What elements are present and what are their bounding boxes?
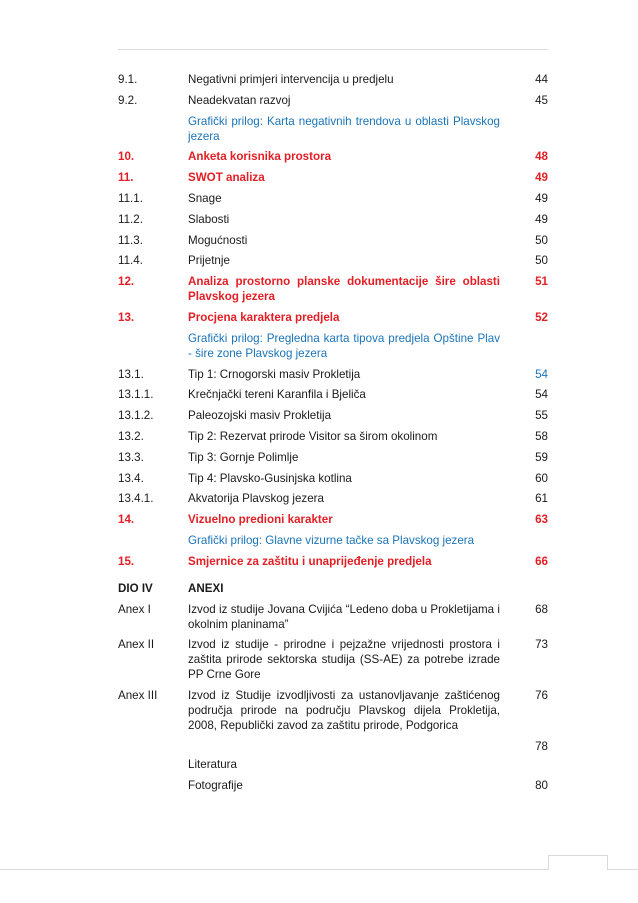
toc-entry-title: Smjernice za zaštitu i unaprijeđenje predjela (188, 554, 432, 568)
toc-entry-number: Anex I (118, 602, 151, 616)
toc-entry[interactable] (118, 310, 548, 325)
toc-entry-number: 13.4.1. (118, 492, 154, 506)
toc-entry[interactable] (118, 93, 548, 108)
toc-entry[interactable] (118, 233, 548, 248)
toc-entry[interactable] (118, 170, 548, 185)
toc-entry-number: 13. (118, 310, 135, 324)
toc-entry-page: 80 (535, 778, 548, 792)
toc-entry[interactable] (118, 581, 548, 596)
toc-entry-number: 13.4. (118, 471, 144, 485)
toc-entry-title: ANEXI (188, 581, 224, 595)
toc-entry[interactable] (118, 491, 548, 506)
toc-entry-number: Anex III (118, 689, 158, 703)
toc-entry-page: 50 (535, 233, 548, 247)
toc-entry-title: Vizuelno predioni karakter (188, 513, 333, 527)
toc-entry-page: 55 (535, 409, 548, 423)
toc-entry-page: 45 (535, 93, 548, 107)
toc-entry-page: 58 (535, 429, 548, 443)
toc-entry-number: 13.1.1. (118, 388, 154, 402)
toc-entry-number: 13.2. (118, 429, 144, 443)
toc-entry-number: 11.4. (118, 254, 143, 268)
toc-entry-number: 13.1.2. (118, 409, 154, 423)
toc-entry-title: SWOT analiza (188, 171, 265, 185)
toc-entry[interactable] (118, 212, 548, 227)
toc-entry-number: 15. (118, 554, 135, 568)
toc-entry-number: 9.1. (118, 73, 138, 86)
toc-entry-title: Analiza prostorno planske dokumentacije šire oblasti Plavskog jezera (188, 275, 500, 304)
toc-entry-number: 14. (118, 513, 135, 527)
toc-entry-title: Literatura (188, 757, 237, 771)
toc-entry[interactable] (118, 253, 548, 268)
toc-entry-number: 12. (118, 275, 135, 289)
toc-entry-number: 11.3. (118, 233, 143, 247)
toc-entry-title: Izvod iz Studije izvodljivosti za ustanovljavanje zaštićenog područja prirode na području Plavskog dijela Prokletija, 2008, Republički zavod za zaštitu prirode, Podgorica (188, 689, 500, 733)
toc-entry-page: 76 (535, 689, 548, 703)
toc-entry-page: 68 (535, 602, 548, 616)
toc-entry[interactable] (118, 688, 548, 733)
toc-entry[interactable] (118, 739, 548, 772)
toc-entry-number: 11.1. (118, 191, 143, 205)
toc-entry-title: Prijetnje (188, 254, 230, 268)
toc-entry-number: 10. (118, 150, 135, 164)
toc-entry[interactable] (118, 512, 548, 527)
toc-entry[interactable] (118, 533, 548, 548)
toc-entry[interactable] (118, 429, 548, 444)
toc-entry[interactable] (118, 274, 548, 304)
toc-entry-page: 49 (535, 171, 548, 185)
toc-entry[interactable] (118, 408, 548, 423)
toc-entry-page: 49 (535, 212, 548, 226)
toc-entry-title: Neadekvatan razvoj (188, 93, 291, 107)
toc-entry-number: Anex II (118, 638, 155, 652)
toc-entry-page: 59 (535, 450, 548, 464)
toc-entry-title: Procjena karaktera predjela (188, 310, 340, 324)
toc-entry[interactable] (118, 114, 548, 144)
toc-entry-page: 52 (535, 310, 548, 324)
toc-entry-page: 61 (535, 492, 548, 506)
toc-entry-title: Paleozojski masiv Prokletija (188, 409, 332, 423)
toc-entry[interactable] (118, 637, 548, 682)
toc-entry-number: 9.2. (118, 93, 138, 107)
toc-entry-title: Tip 4: Plavsko-Gusinjska kotlina (188, 471, 352, 485)
toc-entry-title: Krečnjački tereni Karanfila i Bjeliča (188, 388, 366, 402)
toc-entry-title: Fotografije (188, 778, 243, 792)
toc-entry[interactable] (118, 554, 548, 569)
toc-entry-title: Tip 1: Crnogorski masiv Prokletija (188, 367, 361, 381)
toc-entry-page: 44 (535, 73, 548, 86)
toc-entry[interactable] (118, 387, 548, 402)
toc-entry-page: 54 (535, 388, 548, 402)
toc-entry-title: Mogućnosti (188, 233, 248, 247)
toc-entry-title: Izvod iz studije - prirodne i pejzažne vrijednosti prostora i zaštita prirode sektorska studija (SS-AE) za potrebe izrade PP Crne Gore (188, 638, 500, 682)
toc-entry-page: 51 (535, 275, 548, 289)
toc-entry-title: Slabosti (188, 212, 230, 226)
toc-entry[interactable] (118, 367, 548, 382)
toc-entry-page: 54 (535, 367, 548, 381)
toc-entry[interactable] (118, 450, 548, 465)
toc-entry-number: 11.2. (118, 212, 143, 226)
toc-entry[interactable] (118, 471, 548, 486)
toc-entry-page: 49 (535, 191, 548, 205)
toc-entry-title: Grafički prilog: Pregledna karta tipova predjela Opštine Plav - šire zone Plavskog jezera (188, 331, 500, 360)
toc-entry-number: DIO IV (118, 581, 153, 595)
toc-entry[interactable] (118, 602, 548, 632)
toc-entry-title: Tip 2: Rezervat prirode Visitor sa širom okolinom (188, 429, 438, 443)
toc-entry-page: 73 (535, 638, 548, 652)
toc-entry-title: Grafički prilog: Karta negativnih trendova u oblasti Plavskog jezera (188, 114, 500, 143)
toc-entry[interactable] (118, 72, 548, 87)
toc-entry-title: Negativni primjeri intervencija u predjelu (188, 73, 394, 86)
toc-entry-number: 11. (118, 171, 134, 185)
toc-entry-title: Anketa korisnika prostora (188, 150, 332, 164)
toc-entry-page: 48 (535, 150, 548, 164)
footer-rule (0, 869, 638, 870)
toc-entry-title: Izvod iz studije Jovana Cvijića “Ledeno doba u Prokletijama i okolnim planinama” (188, 602, 500, 631)
toc-entry-page: 60 (535, 471, 548, 485)
toc-entry-title: Tip 3: Gornje Polimlje (188, 450, 299, 464)
header-rule (118, 49, 548, 50)
toc-entry[interactable] (118, 778, 548, 793)
toc-entry-title: Grafički prilog: Glavne vizurne tačke sa Plavskog jezera (188, 533, 475, 547)
table-of-contents (118, 72, 548, 799)
toc-entry[interactable] (118, 149, 548, 164)
toc-entry-number: 13.3. (118, 450, 144, 464)
toc-entry-page: 63 (535, 513, 548, 527)
toc-entry[interactable] (118, 191, 548, 206)
toc-entry-page: 50 (535, 254, 548, 268)
toc-entry-number: 13.1. (118, 367, 144, 381)
toc-entry-page: 78 (535, 739, 548, 753)
toc-entry-page: 66 (535, 554, 548, 568)
toc-entry-title: Snage (188, 191, 222, 205)
page-number-tab (548, 855, 608, 870)
toc-entry-title: Akvatorija Plavskog jezera (188, 492, 324, 506)
toc-entry[interactable] (118, 331, 548, 361)
